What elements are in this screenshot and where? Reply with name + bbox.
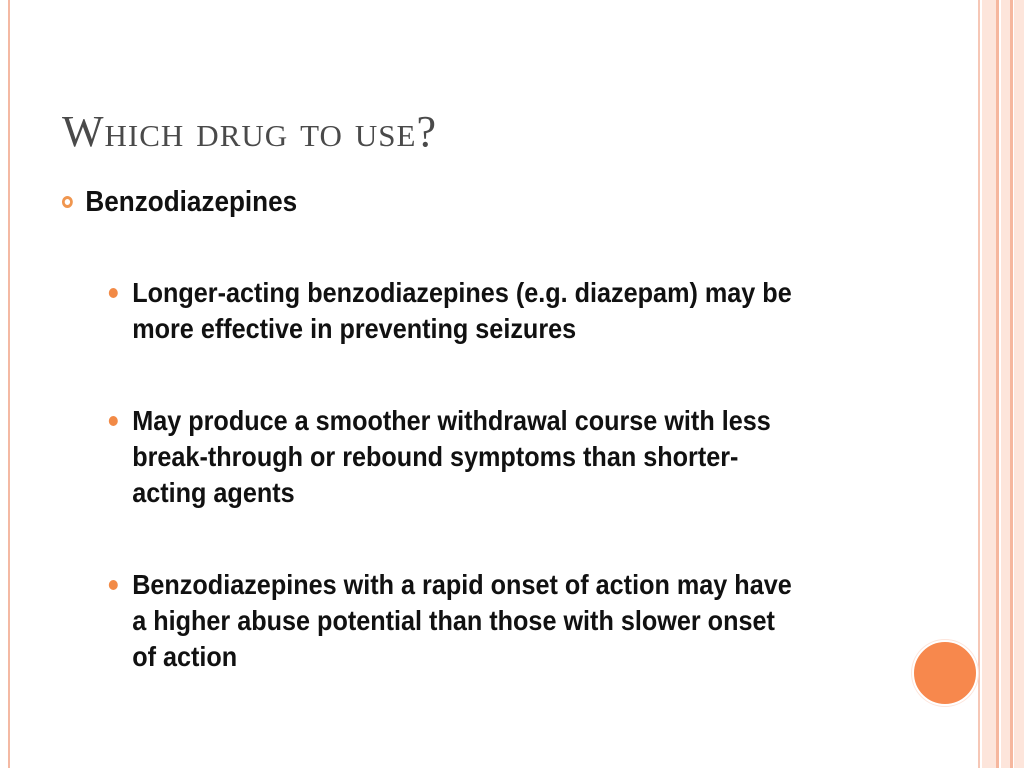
stripe bbox=[982, 0, 996, 768]
sub-bullet-point bbox=[109, 403, 800, 511]
stripe bbox=[978, 0, 980, 768]
main-point-text: Benzodiazepines bbox=[85, 186, 298, 218]
main-bullet-point bbox=[62, 182, 800, 222]
sub-bullet-point bbox=[109, 275, 800, 347]
stripe bbox=[1014, 0, 1024, 768]
dot-bullet-icon bbox=[109, 580, 118, 590]
slide-body bbox=[62, 182, 800, 731]
left-border-line bbox=[0, 0, 10, 768]
sub-point-text: May produce a smoother withdrawal course with less break-through or rebound symptoms than shorter-acting agents bbox=[132, 405, 771, 508]
ring-bullet-icon bbox=[62, 196, 73, 208]
dot-bullet-icon bbox=[109, 416, 118, 426]
stripe bbox=[1010, 0, 1013, 768]
sub-bullet-list bbox=[62, 275, 800, 675]
sub-point-text: Longer-acting benzodiazepines (e.g. diazepam) may be more effective in preventing seizures bbox=[132, 277, 792, 344]
stripe bbox=[1001, 0, 1010, 768]
right-decorative-stripes bbox=[978, 0, 1024, 768]
slide-title: Which drug to use? bbox=[62, 107, 437, 156]
stripe bbox=[996, 0, 999, 768]
decorative-circle bbox=[912, 640, 978, 706]
sub-bullet-point bbox=[109, 567, 800, 675]
sub-point-text: Benzodiazepines with a rapid onset of action may have a higher abuse potential than those with slower onset of action bbox=[132, 569, 792, 672]
dot-bullet-icon bbox=[109, 288, 118, 298]
